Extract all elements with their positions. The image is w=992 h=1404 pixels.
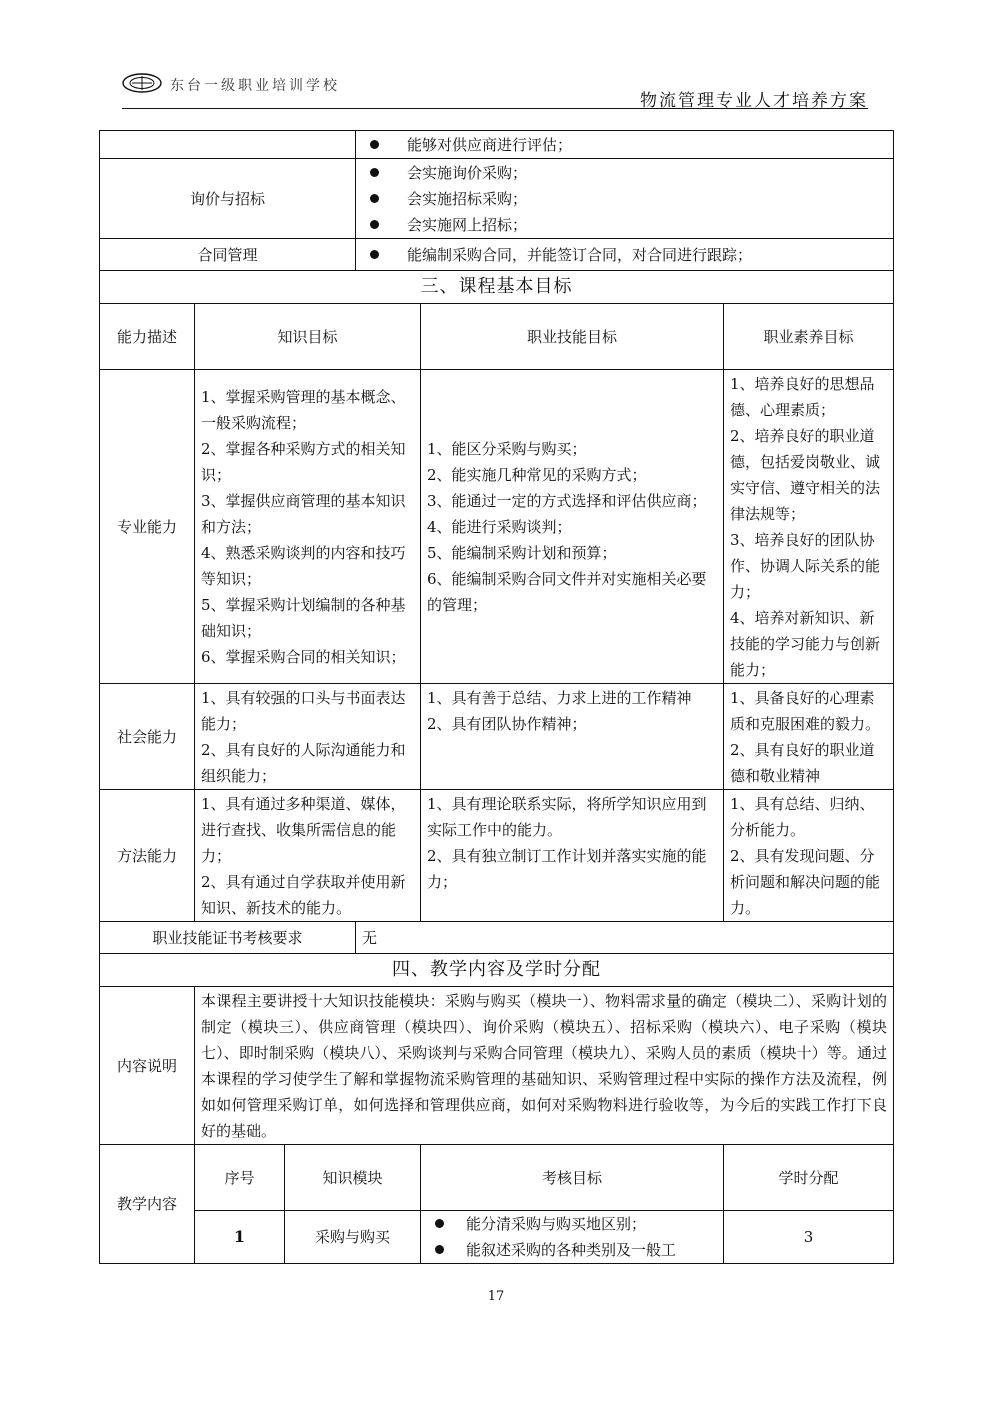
module-hours: 3 (724, 1211, 894, 1264)
quality-cell: 1、培养良好的思想品德、心理素质； 2、培养良好的职业道德，包括爱岗敬业、诚实守信、遵守相关的法律法规等； 3、培养良好的团队协作、协调人际关系的能力； 4、培养对新知识、新技能的学习能力与创新能力； (724, 370, 894, 684)
school-logo (122, 72, 342, 94)
table-header-row (100, 304, 894, 370)
knowledge-cell: 1、具有通过多种渠道、媒体，进行查找、收集所需信息的能力； 2、具有通过自学获取并使用新知识、新技术的能力。 (195, 790, 421, 922)
quality-cell: 1、具备良好的心理素质和克服困难的毅力。 2、具有良好的职业道德和敬业精神 (724, 684, 894, 790)
curriculum-table (99, 130, 894, 1264)
bullet-cell (356, 239, 894, 271)
svg-text:东台一级职业培训学校: 东台一级职业培训学校 (170, 78, 340, 94)
content-label: 教学内容 (100, 1145, 195, 1264)
list-item: 会实施询价采购； (362, 160, 887, 186)
section-title: 四、教学内容及学时分配 (100, 954, 894, 987)
bullet-icon (370, 194, 379, 203)
page-header (122, 70, 868, 110)
table-header-row (100, 1145, 894, 1211)
ability-label: 方法能力 (100, 790, 195, 922)
col-header-knowledge: 知识目标 (195, 304, 421, 370)
cert-value: 无 (356, 922, 894, 954)
bullet-cell (356, 159, 894, 239)
module-number: 1 (195, 1211, 285, 1264)
table-row (100, 987, 894, 1145)
ability-label: 社会能力 (100, 684, 195, 790)
bullet-icon (370, 168, 379, 177)
bullet-icon (370, 140, 379, 149)
ability-label: 专业能力 (100, 370, 195, 684)
col-header-no: 序号 (195, 1145, 285, 1211)
skill-cell: 1、能区分采购与购买； 2、能实施几种常见的采购方式； 3、能通过一定的方式选择和评估供应商； 4、能进行采购谈判； 5、能编制采购计划和预算； 6、能编制采购合同文件并对实施相关必要的管理； (421, 370, 724, 684)
module-name: 采购与购买 (285, 1211, 421, 1264)
list-item: 能分清采购与购买地区别； (427, 1211, 717, 1237)
list-item: 能叙述采购的各种类别及一般工 (427, 1237, 717, 1263)
table-row (100, 1211, 894, 1264)
bullet-icon (370, 220, 379, 229)
table-row (100, 684, 894, 790)
col-header-hours: 学时分配 (724, 1145, 894, 1211)
table-row (100, 370, 894, 684)
table-row (100, 790, 894, 922)
col-header-quality: 职业素养目标 (724, 304, 894, 370)
list-item: 能够对供应商进行评估； (362, 132, 887, 158)
knowledge-cell: 1、掌握采购管理的基本概念、一般采购流程； 2、掌握各种采购方式的相关知识； 3、掌握供应商管理的基本知识和方法； 4、熟悉采购谈判的内容和技巧等知识； 5、掌握采购计划编制的各种基础知识； 6、掌握采购合同的相关知识； (195, 370, 421, 684)
page-number: 17 (487, 1289, 505, 1304)
skill-cell: 1、具有理论联系实际，将所学知识应用到实际工作中的能力。 2、具有独立制订工作计划并落实实施的能力； (421, 790, 724, 922)
row-label: 询价与招标 (100, 159, 356, 239)
list-item: 能编制采购合同，并能签订合同，对合同进行跟踪； (362, 242, 887, 268)
list-item: 会实施招标采购； (362, 186, 887, 212)
description-label: 内容说明 (100, 987, 195, 1145)
table-row (100, 159, 894, 239)
description-text: 本课程主要讲授十大知识技能模块：采购与购买（模块一）、物料需求量的确定（模块二）、采购计划的制定（模块三）、供应商管理（模块四）、询价采购（模块五）、招标采购（模块六）、电子采购（模块七）、即时制采购（模块八）、采购谈判与采购合同管理（模块九）、采购人员的素质（模块十）等。通过本课程的学习使学生了解和掌握物流采购管理的基础知识、采购管理过程中实际的操作方法及流程，例如如何管理采购订单，如何选择和管理供应商，如何对采购物料进行验收等，为今后的实践工作打下良好的基础。 (195, 987, 894, 1145)
col-header-target: 考核目标 (421, 1145, 724, 1211)
table-row (100, 131, 894, 159)
section-heading-row (100, 954, 894, 987)
bullet-icon (435, 1245, 444, 1254)
skill-cell: 1、具有善于总结、力求上进的工作精神 2、具有团队协作精神； (421, 684, 724, 790)
list-item: 会实施网上招标； (362, 212, 887, 238)
bullet-icon (370, 250, 379, 259)
bullet-icon (435, 1219, 444, 1228)
table-row (100, 239, 894, 271)
header-divider (122, 108, 868, 109)
col-header-skill: 职业技能目标 (421, 304, 724, 370)
row-label: 合同管理 (100, 239, 356, 271)
bullet-cell (356, 131, 894, 159)
col-header-ability: 能力描述 (100, 304, 195, 370)
section-heading-row (100, 271, 894, 304)
row-label (100, 131, 356, 159)
target-cell (421, 1211, 724, 1264)
quality-cell: 1、具有总结、归纳、分析能力。 2、具有发现问题、分析问题和解决问题的能力。 (724, 790, 894, 922)
cert-label: 职业技能证书考核要求 (100, 922, 356, 954)
col-header-module: 知识模块 (285, 1145, 421, 1211)
section-title: 三、课程基本目标 (100, 271, 894, 304)
table-row (100, 922, 894, 954)
knowledge-cell: 1、具有较强的口头与书面表达能力； 2、具有良好的人际沟通能力和组织能力； (195, 684, 421, 790)
document-title: 物流管理专业人才培养方案 (640, 91, 868, 111)
